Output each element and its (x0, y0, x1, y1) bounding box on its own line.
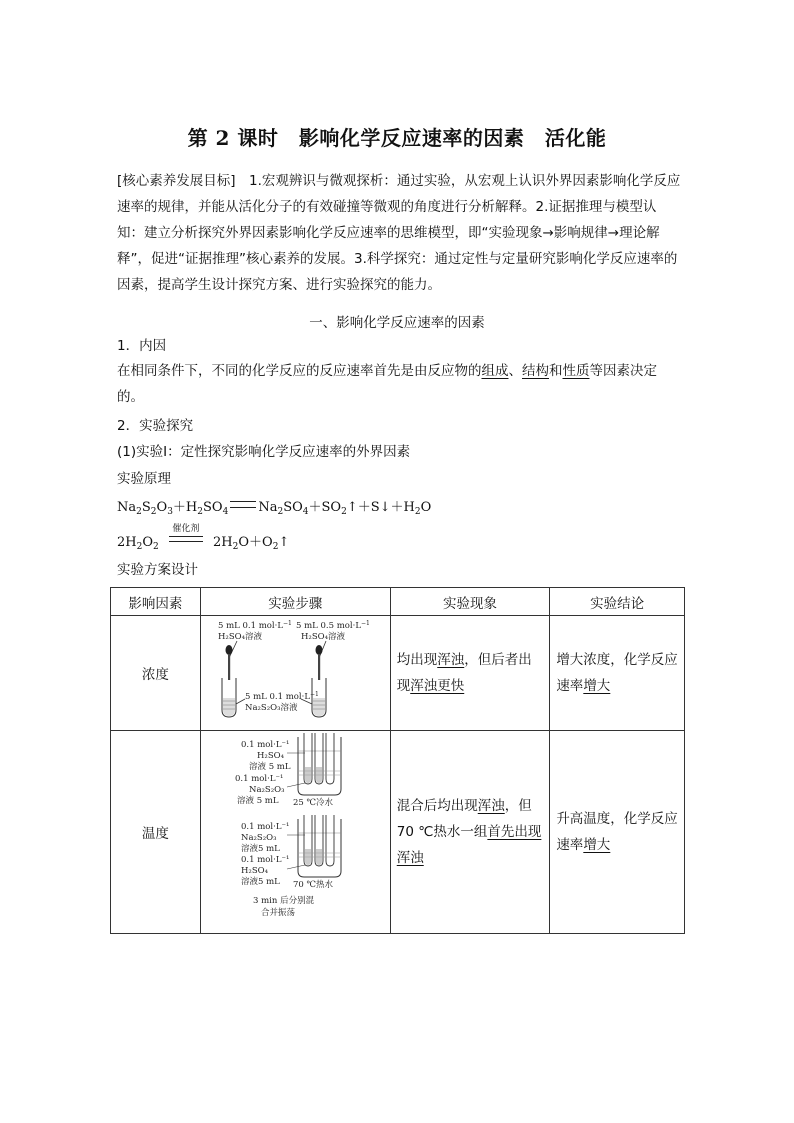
fig-label: 5 mL 0.1 $mol\cdot L^{-1}$ (217, 620, 292, 631)
section-heading: 一、影响化学反应速率的因素 (309, 315, 485, 331)
fig-label: Na₂S₂O₃ (248, 785, 285, 795)
fig-label: H₂SO₄ (240, 866, 268, 876)
part1-text: 在相同条件下，不同的化学反应的反应速率首先是由反应物的 (117, 363, 482, 379)
fig-label: H₂SO₄ (256, 751, 284, 761)
fig-label: 25 ℃冷水 (292, 798, 333, 808)
test-tube-left-icon (222, 678, 236, 717)
conclusion-temperature: 升高温度，化学反应速率增大 (550, 731, 685, 934)
blank-increase: 增大 (583, 678, 611, 694)
fig-label: Na₂S₂O₃溶液 (244, 703, 298, 713)
fig-label: 5 mL 0.1 $mol\cdot L^{-1}$ (244, 691, 319, 702)
fig-label: 合并振荡 (260, 908, 295, 918)
fig-label: 5 mL 0.5 $mol\cdot L^{-1}$ (295, 620, 370, 631)
part1-paragraph (117, 358, 683, 410)
fig-label: 溶液 5 mL (248, 762, 291, 772)
experiment-table (110, 587, 685, 934)
beaker-hot-water-icon (298, 815, 341, 877)
blank-turbid-faster: 浑浊更快 (410, 678, 465, 694)
design-heading: 实验方案设计 (117, 562, 198, 578)
separator: 和 (549, 363, 563, 379)
header-factor: 影响因素 (111, 588, 201, 616)
header-conclusion: 实验结论 (550, 588, 685, 616)
fig-label: 溶液 5 mL (236, 796, 279, 806)
part1-text-end: 等因素决定的。 (117, 363, 657, 405)
fig-label: 溶液5 mL (240, 877, 280, 887)
core-goals-text: 1.宏观辨识与微观探析：通过实验，从宏观上认识外界因素影响化学反应速率的规律，并能从活化分子的有效碰撞等微观的角度进行分析解释。2.证据推理与模型认知：建立分析探究外界因素影响化学反应速率的思维模型，即“实验现象→影响规律→理论解释”，促进“证据推理”核心素养的发展。3.科学探究：通过定性与定量研究影响化学反应速率的因素，提高学生设计探究方案、进行实验探究的能力。 (117, 173, 681, 293)
blank-first-turbid: 首先出现浑浊 (396, 824, 542, 866)
fig-label: 溶液5 mL (240, 844, 280, 854)
phenomenon-temperature: 混合后均出现浑浊，但70 ℃热水一组首先出现浑浊 (390, 731, 550, 934)
part1-heading: 1．内因 (117, 338, 167, 354)
fig-label: 3 min 后分别混 (252, 896, 314, 906)
fig-label: 0.1 mol·L⁻¹ (240, 822, 290, 832)
apparatus-concentration (200, 616, 390, 731)
core-goals-paragraph (117, 168, 683, 298)
blank-structure: 结构 (522, 363, 549, 379)
fig-label: 0.1 mol·L⁻¹ (240, 855, 290, 865)
blank-increase: 增大 (583, 837, 611, 853)
header-steps: 实验步骤 (200, 588, 390, 616)
beaker-cold-water-icon (298, 733, 341, 795)
catalyst-label: 催化剂 (172, 524, 200, 534)
header-phenomenon: 实验现象 (390, 588, 550, 616)
part2-heading: 2．实验探究 (117, 418, 194, 434)
fig-label: 0.1 mol·L⁻¹ (240, 740, 290, 750)
fig-label: Na₂S₂O₃ (240, 833, 277, 843)
core-goals-tag: [核心素养发展目标] (117, 173, 236, 189)
blank-composition: 组成 (481, 363, 509, 379)
temperature-apparatus-figure (201, 731, 390, 933)
dropper-right-icon (315, 645, 322, 680)
factor-temperature: 温度 (111, 731, 201, 934)
fig-label: H₂SO₄溶液 (217, 632, 262, 642)
equation-2: $2H_2O_2$ 催化剂 $2H_2O+O_2↑$ (117, 532, 289, 557)
table-header-row (111, 588, 685, 616)
conclusion-concentration: 增大浓度，化学反应速率增大 (550, 616, 685, 731)
blank-turbid: 浑浊 (437, 652, 465, 668)
catalyst-arrow (169, 524, 203, 544)
blank-property: 性质 (562, 363, 590, 379)
double-line-arrow (230, 501, 256, 508)
table-row-temperature (111, 731, 685, 934)
fig-label: 70 ℃热水 (292, 880, 333, 890)
experiment-1-heading: (1)实验Ⅰ：定性探究影响化学反应速率的外界因素 (117, 444, 411, 460)
equation-1: $Na_2S_2O_3+H_2SO_4$ $Na_2SO_4+SO_2↑+S↓+H_2O$ (117, 500, 432, 517)
apparatus-temperature (200, 731, 390, 934)
concentration-apparatus-figure (201, 616, 390, 730)
blank-turbid: 浑浊 (477, 798, 505, 814)
separator: 、 (508, 363, 522, 379)
fig-label: 0.1 mol·L⁻¹ (234, 774, 284, 784)
fig-label: H₂SO₄溶液 (300, 632, 345, 642)
principle-heading: 实验原理 (117, 471, 171, 487)
factor-concentration: 浓度 (111, 616, 201, 731)
phenomenon-concentration: 均出现浑浊，但后者出现浑浊更快 (390, 616, 550, 731)
table-row-concentration (111, 616, 685, 731)
dropper-left-icon (225, 645, 232, 680)
lesson-title: 第 2 课时 影响化学反应速率的因素 活化能 (187, 126, 607, 150)
